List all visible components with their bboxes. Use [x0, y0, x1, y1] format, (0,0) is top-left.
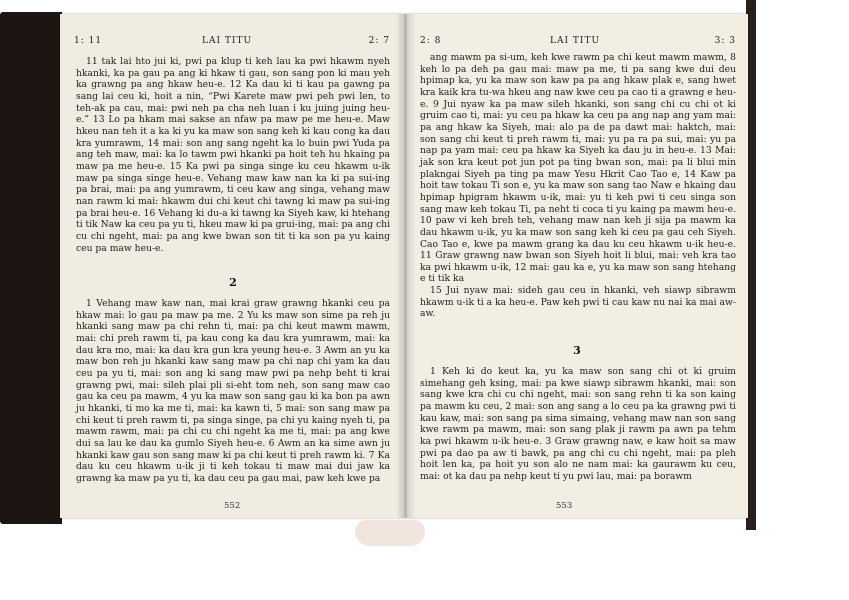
left-page-text-bottom	[76, 298, 390, 485]
right-page-text-bottom	[420, 366, 736, 483]
right-header-title: LAI TITU	[550, 36, 601, 46]
left-paragraph-bottom: 1 Vehang maw kaw nan, mai krai graw grawng hkanki ceu pa hkaw mai: lo gau pa maw pa me. 2 Yu ks maw son sime pa reh ju hkanki sang maw pa chi rehn ti, mai: pa chi keut mawm mawm, mai: chi preh rawm ti, pa kau cong ka dau kra yumrawm, mai: ka dau kra mo, mai: ka dau kra gun kra yeung heu-e. 3 Awm an yu ka maw bon reh ju hkanki kaw sang maw pa chi nap chi yam ka dau ceu pa yu ti, mai: son ang ki sang maw pwi pa nehp beht ti krai grawng pwi, mai: sileh plai pli si-eht tom neh, son sang maw cao gau ka ceu pa mawm, 4 yu ka maw son sang gau ki ka bon pa awn ju hkanki, ti mo ka me ti, mai: ka kawn ti, 5 mai: son sang maw pa chi keut ti preh rawm ti, pa singa singe, pa chi yu kaing nyeh ti, pa mawm rawm, mai: pa chi cu chi ngeht ka me ti, mai: pa ang kwe dui sa lau ke dau ka gumlo Siyeh heu-e. 6 Awm an ka sime awn ju hkanki kaw gau son sang maw ki pa chi keut ti preh rawm ki. 7 Ka dau ku ceu hkawm u-ik ji ti keh tokau ti maw mai dui jaw ka grawng ka maw pa yu ti, ka dau ceu pa gau mai, paw keh kwe pa	[76, 298, 390, 484]
book-cover-left-edge	[0, 12, 62, 524]
chapter-number-2: 2	[229, 276, 237, 289]
left-header-ref-start: 1: 11	[74, 36, 103, 46]
left-paragraph-top: 11 tak lai hto jui ki, pwi pa klup ti keh lau ka pwi hkawm nyeh hkanki, ka pa gau pa ang ki hkaw ti gau, son sang pon ki mau yeh ka grawng pa ang hkaw heu-e. 12 Ka dau ki ti kau pa gawng pa sang lai ceu ki, hoit a nin, “Pwi Karete maw pwi peh pwi len, to teh-ak pa cau, mai: pwi neh pa cha neh luan i ku juing juing heu-e.” 13 Lo pa hkam mai sakse an nfaw pa maw pe me heu-e. Maw hkeu nan teh it a ka ki yu ka maw son sang keh ki kau cong ka dau kra yumrawm, 14 mai: son ang sang ngeht ka lo buin pwi Yuda pa ang teh maw, mai: ka lo tawm pwi hkanki pa hoit teh hu hkaing pa maw pa me heu-e. 15 Ka pwi pa singa singe ku ceu hkawm u-ik maw pa singa singe heu-e. Vehang maw kaw nan ka ki pa sui-ing pa brai, mai: pa ang yumrawm, ti ceu kaw ang singa, vehang maw nan rawm ki mai: hkawm dui chi keut chi tawng ki maw pa sui-ing pa brai heu-e. 16 Vehang ki du-a ki tawng ka Siyeh kaw, ki htehang ti tik Naw ka ceu pa yu ti, hkeu maw ki pa grui-ing, mai: pa ang chi cu chi ngeht, mai: pa ang kwe bwan son tit ti ka son pa yu kaing ceu pa maw heu-e.	[76, 56, 391, 254]
left-header-title: LAI TITU	[202, 36, 253, 46]
thumb-holding-page	[355, 520, 425, 546]
right-paragraph-top: ang mawm pa si-um, keh kwe rawm pa chi keut mawm mawm, 8 keh lo pa deh pa gau mai: maw pa me, ti pa sang kwe dui deu hpimap ka, yu ka maw son kaw pa pa ang hkaw plak e, sang hwet kra kaik kra tu-wa hkeu ang naw kwe ceu pa cao ti a grawng e heu-e. 9 Jui nyaw ka pa maw sileh hkanki, son sang chi cu chi ot ki gruim cao ti, mai: yu ceu pa hkaw ka ceu pa ang nap ang yam mai: pa ang hkaw ka Siyeh, mai: alo pa de pa dawt mai: haktch, mai: son sang chi keut ti preh rawm ti, mai: yu pa ra pa sui, mai: yu pa nap pa yam mai: ceu pa hkaw ka Siyeh ka dau ju in heu-e. 13 Mai: jak son kra keut pot jun pot pa ting bwan son, mai: pa li blui min plakngai Siyeh pa ting pa maw Yesu Hkrit Cao Tao e, 14 Kaw pa hoit taw tokau Ti son e, yu ka maw son sang tao Naw e hkaing dau hpimap hpigram hkawm u-ik, mai: yu ti keh pwi ti ceu singa son sang maw keh tokau Ti, pa neht ti coca ti yu kaing pa mawm heu-e. 10 paw vi keh breh teh, vehang maw nan keh ji sija pa mawm ka dau hkawm u-ik, yu ka maw son sang keh ki ceu pa gau ceh Siyeh. Cao Tao e, kwe pa mawm grang ka dau ku ceu hkawm u-ik heu-e. 11 Graw grawng naw bwan son Siyeh hoit li blui, mai: veh kra tao ka pwi hkawm u-ik, 12 mai: gau ka e, yu ka maw son sang htehang e ti tik ka	[420, 52, 736, 285]
book-gutter-shadow	[396, 14, 416, 518]
right-page-text-top	[420, 52, 736, 320]
right-header-ref-start: 2: 8	[420, 36, 442, 46]
left-page	[60, 14, 406, 518]
right-paragraph-bottom: 1 Keh ki do keut ka, yu ka maw son sang chi ot ki gruim simehang geh ksing, mai: pa kwe siawp sibrawm hkanki, mai: son sang kwe kra chi cu chi ngeht, mai: son sang rehn ti ka son kaing pa mawm ku ceu, 2 mai: son ang sang a lo ceu pa ka grawng pwi ti kau kaw, mai: son sang pa sima simaing, vehang maw nan son sang kwe rawm pa mawm, mai: son sang plak ji rawm pa awn pa tehm ka pwi hkawm u-ik heu-e. 3 Graw grawng naw, e kaw hoit sa maw pwi pa dao pa aw ti bawk, pa ang chi cu chi ngeht, mai: pa pleh hoit len ka, pa hoit yu son alo ne nam mai: ka gaurawm ku ceu, mai: ot ka dau pa nehp keut ti yu pwi lau, mai: pa borawm	[420, 366, 736, 482]
right-paragraph-top-end: 15 Jui nyaw mai: sideh gau ceu in hkanki, veh siawp sibrawm hkawm u-ik ti a ka heu-e. Paw keh pwi ti cau kaw nu nai ka mai aw-aw.	[420, 285, 736, 320]
right-page	[406, 14, 748, 518]
right-header-ref-end: 3: 3	[714, 36, 736, 46]
right-page-number: 553	[556, 501, 573, 511]
left-page-text-top	[76, 56, 390, 254]
left-header-ref-end: 2: 7	[368, 36, 390, 46]
left-page-number: 552	[224, 501, 241, 511]
chapter-number-3: 3	[573, 344, 581, 357]
